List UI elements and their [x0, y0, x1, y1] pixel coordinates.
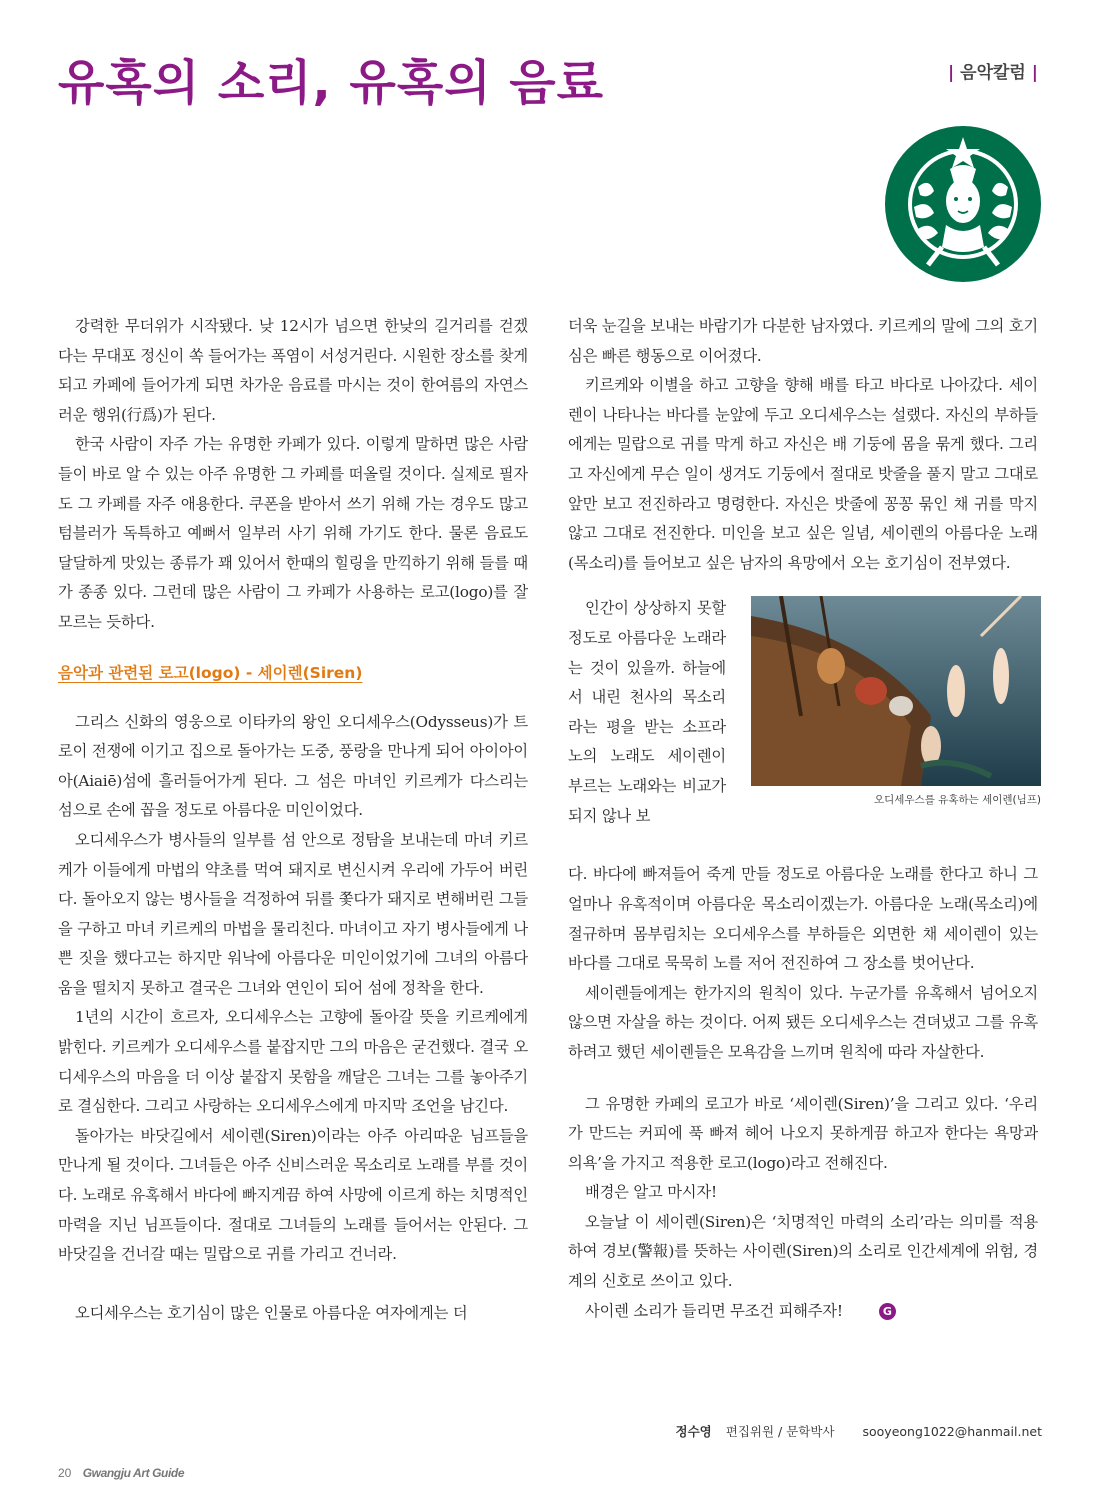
paragraph: 그 유명한 카페의 로고가 바로 ‘세이렌(Siren)’을 그리고 있다. ‘우리가 만드는 커피에 푹 빠져 헤어 나오지 못하게끔 하고자 한다는 욕망과 의욕’을 가지고 적용한 로고(logo)라고 전해진다.: [568, 1094, 1038, 1172]
figure-side-text: [568, 594, 726, 831]
author-credit: [676, 1422, 1042, 1440]
page-number: 20: [58, 1466, 72, 1480]
article-title: 유혹의 소리, 유혹의 음료: [58, 55, 605, 111]
publication-name: Gwangju Art Guide: [82, 1466, 185, 1480]
left-column: [58, 312, 528, 1328]
paragraph: 세이렌들에게는 한가지의 원칙이 있다. 누군가를 유혹해서 넘어오지 않으면 자살을 하는 것이다. 어찌 됐든 오디세우스는 견뎌냈고 그를 유혹하려고 했던 세이렌들은 모욕감을 느끼며 원칙에 따라 자살한다.: [568, 983, 1038, 1061]
section-category: [948, 58, 1038, 83]
paragraph: 인간이 상상하지 못할 정도로 아름다운 노래라는 것이 있을까. 하늘에서 내린 천사의 목소리라는 평을 받는 소프라노의 노래도 세이렌이 부르는 노래와는 비교가 되지 않나 보: [568, 599, 726, 825]
author-email: sooyeong1022@hanmail.net: [862, 1424, 1042, 1439]
category-label: 음악칼럼: [960, 63, 1026, 83]
figure-row: [568, 594, 1041, 860]
paragraph: 배경은 알고 마시자!: [585, 1183, 717, 1202]
paragraph: 강력한 무더위가 시작됐다. 낮 12시가 넘으면 한낮의 길거리를 걷겠다는 무대포 정신이 쏙 들어가는 폭염이 서성거린다. 시원한 장소를 찾게 되고 카페에 들어가게 되면 차가운 음료를 마시는 것이 한여름의 자연스러운 행위(行爲)가 된다.: [58, 317, 528, 424]
category-bar-left: |: [948, 63, 955, 83]
author-role: 편집위원 / 문학박사: [725, 1424, 835, 1439]
paragraph: 한국 사람이 자주 가는 유명한 카페가 있다. 이렇게 말하면 많은 사람들이 바로 알 수 있는 아주 유명한 그 카페를 떠올릴 것이다. 실제로 필자도 그 카페를 자주 애용한다. 쿠폰을 받아서 쓰기 위해 가는 경우도 많고 텀블러가 독특하고 예뻐서 일부러 사기 위해 가기도 한다. 물론 음료도 달달하게 맛있는 종류가 꽤 있어서 한때의 힐링을 만끽하기 위해 들를 때가 종종 있다. 그런데 많은 사람이 그 카페가 사용하는 로고(logo)를 잘 모르는 듯하다.: [58, 435, 528, 631]
figure-caption: 오디세우스를 유혹하는 세이렌(님프): [873, 794, 1041, 807]
author-name: 정수영: [675, 1424, 712, 1439]
paragraph: 그리스 신화의 영웅으로 이타카의 왕인 오디세우스(Odysseus)가 트로이 전쟁에 이기고 집으로 돌아가는 도중, 풍랑을 만나게 되어 아이아이아(Aiaiē)섬에 흘러들어가게 된다. 그 섬은 마녀인 키르케가 다스리는 섬으로 손에 꼽을 정도로 아름다운 미인이었다.: [58, 712, 528, 820]
siren-logo-icon: [884, 125, 1042, 283]
page-footer: [58, 1466, 184, 1480]
paragraph: 오디세우스는 호기심이 많은 인물로 아름다운 여자에게는 더: [75, 1303, 468, 1322]
paragraph: 다. 바다에 빠져들어 죽게 만들 정도로 아름다운 노래를 한다고 하니 그 얼마나 유혹적이며 아름다운 목소리이겠는가. 아름다운 노래(목소리)에 절규하며 몸부림치는 오디세우스를 부하들은 외면한 채 세이렌이 있는 바다를 그대로 묵묵히 노를 저어 전진하여 그 장소를 벗어난다.: [568, 865, 1038, 973]
paragraph: 키르케와 이별을 하고 고향을 향해 배를 타고 바다로 나아갔다. 세이렌이 나타나는 바다를 눈앞에 두고 오디세우스는 설랬다. 자신의 부하들에게는 밀랍으로 귀를 막게 하고 자신은 배 기둥에 몸을 묶게 했다. 그리고 자신에게 무슨 일이 생겨도 기둥에서 절대로 밧줄을 풀지 말고 그대로 앞만 보고 전진하라고 명령한다. 자신은 밧줄에 꽁꽁 묶인 채 귀를 막지 않고 그대로 전진한다. 미인을 보고 싶은 일념, 세이렌의 아름다운 노래(목소리)를 들어보고 싶은 남자의 욕망에서 오는 호기심이 전부였다.: [568, 376, 1038, 572]
painting-image: [751, 596, 1041, 786]
paragraph: 돌아가는 바닷길에서 세이렌(Siren)이라는 아주 아리따운 님프들을 만나게 될 것이다. 그녀들은 아주 신비스러운 목소리로 노래를 부를 것이다. 노래로 유혹해서 바다에 빠지게끔 하여 사망에 이르게 하는 치명적인 마력을 지닌 님프들이다. 절대로 그녀들의 노래를 들어서는 안된다. 그 바닷길을 건너갈 때는 밀랍으로 귀를 가리고 건너라.: [58, 1126, 528, 1264]
closing-paragraph: [568, 1297, 1038, 1327]
paragraph: 더욱 눈길을 보내는 바람기가 다분한 남자였다. 키르케의 말에 그의 호기심은 빠른 행동으로 이어졌다.: [568, 317, 1038, 365]
paragraph-gap: [58, 1270, 528, 1299]
paragraph-gap: [568, 1068, 1038, 1090]
section-heading: 음악과 관련된 로고(logo) - 세이렌(Siren): [58, 663, 363, 682]
right-column: [568, 312, 1041, 1326]
paragraph: 오디세우스가 병사들의 일부를 섬 안으로 정탐을 보내는데 마녀 키르케가 이들에게 마법의 약초를 먹여 돼지로 변신시켜 우리에 가두어 버린다. 돌아오지 않는 병사들을 걱정하여 뒤를 쫓다가 돼지로 변해버린 그들을 구하고 마녀 키르케의 마법을 물리친다. 마녀이고 자기 병사들에게 나쁜 짓을 했다고는 하지만 워낙에 아름다운 미인이었기에 그녀의 아름다움을 떨치지 못하고 결국은 그녀와 연인이 되어 섬에 정착을 한다.: [58, 830, 528, 997]
category-bar-right: |: [1031, 63, 1038, 83]
closing-text: 사이렌 소리가 들리면 무조건 피해주자!: [585, 1301, 843, 1320]
paragraph: 1년의 시간이 흐르자, 오디세우스는 고향에 돌아갈 뜻을 키르케에게 밝힌다. 키르케가 오디세우스를 붙잡지만 그의 마음은 굳건했다. 결국 오디세우스의 마음을 더 이상 붙잡지 못함을 깨달은 그녀는 그를 놓아주기로 결심한다. 그리고 사랑하는 오디세우스에게 마지막 조언을 남긴다.: [58, 1008, 528, 1116]
end-mark-icon: G: [879, 1303, 896, 1320]
paragraph: 오늘날 이 세이렌(Siren)은 ‘치명적인 마력의 소리’라는 의미를 적용하여 경보(警報)를 뜻하는 사이렌(Siren)의 소리로 인간세계에 위험, 경계의 신호로 쓰이고 있다.: [568, 1212, 1038, 1291]
